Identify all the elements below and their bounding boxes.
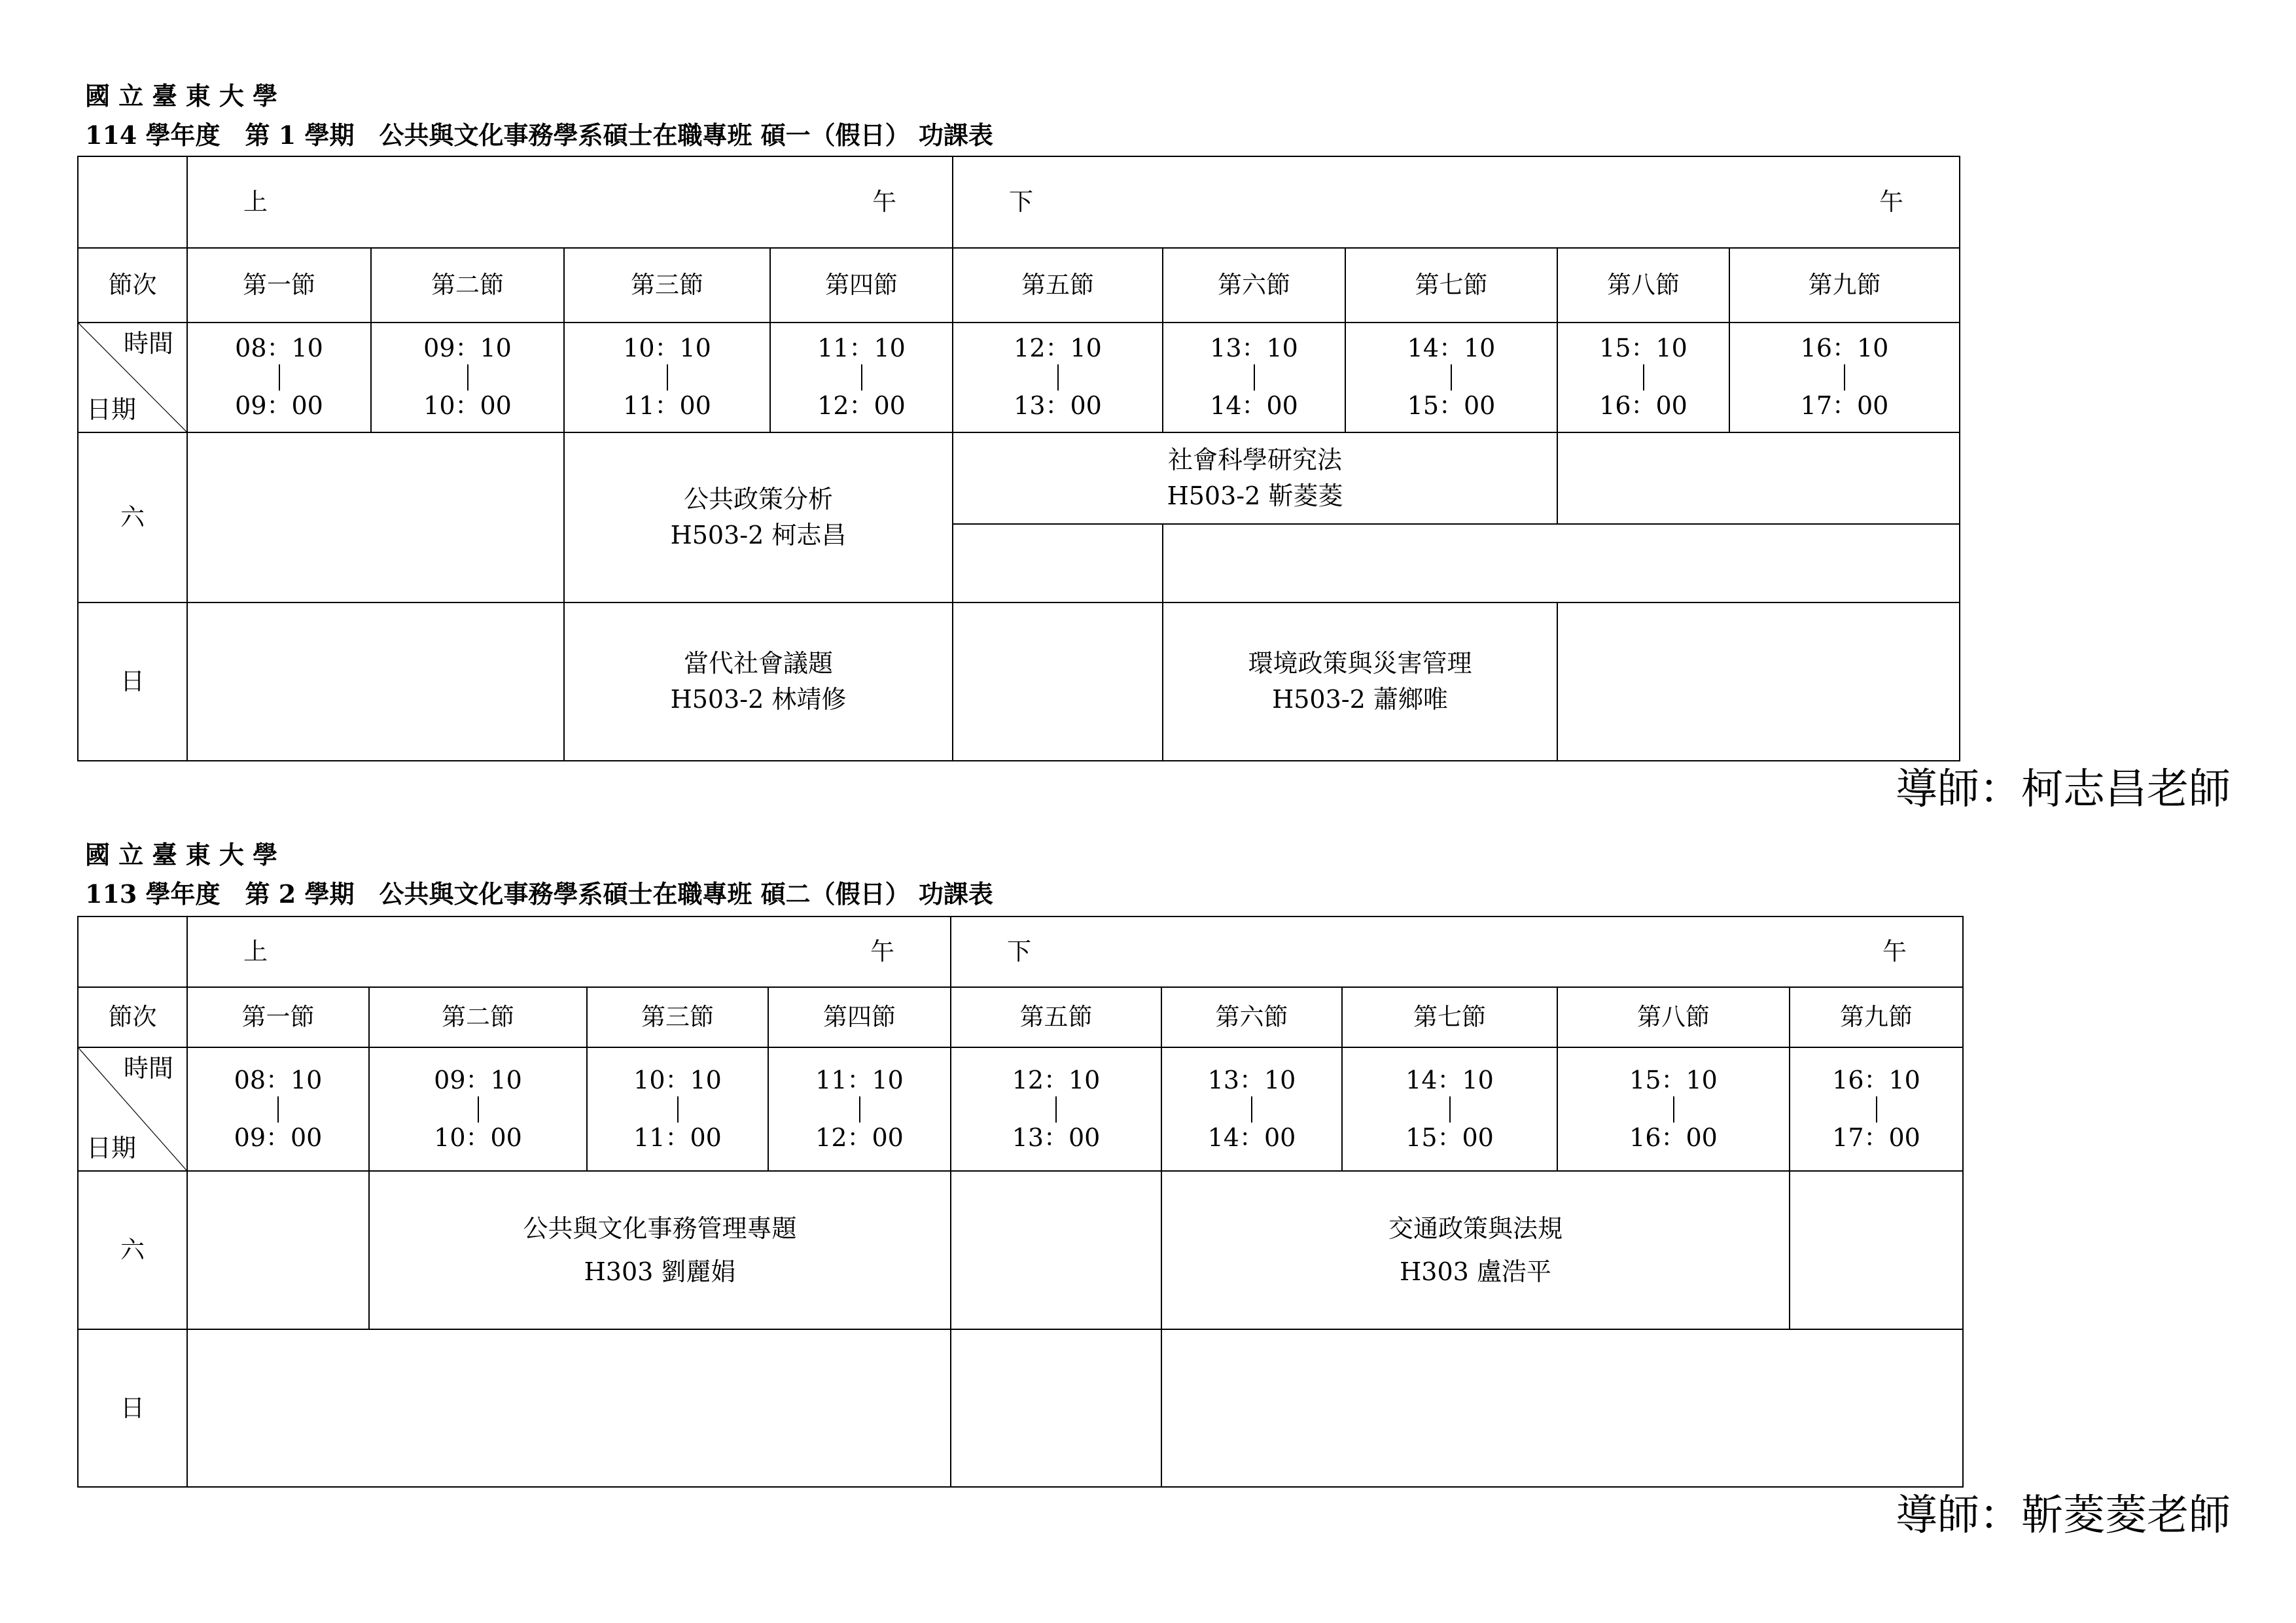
time-separator (478, 1096, 479, 1123)
time-label: 時間 (123, 329, 173, 358)
time-start: 14：10 (1405, 1065, 1494, 1094)
course-name: 公共與文化事務管理專題 (523, 1213, 797, 1243)
day-sunday: 日 (78, 1329, 187, 1487)
day-saturday: 六 (78, 432, 187, 602)
time-end: 13：00 (1012, 1123, 1101, 1152)
empty-cell (187, 1171, 369, 1329)
time-separator (667, 364, 668, 391)
time-separator (1055, 1096, 1057, 1123)
time-slot-2 (369, 1047, 587, 1171)
empty-cell (951, 1329, 1161, 1487)
period-8: 第八節 (1557, 987, 1790, 1047)
time-separator (1057, 364, 1059, 391)
time-start: 11：10 (815, 1065, 904, 1094)
course-name: 環境政策與災害管理 (1248, 648, 1472, 678)
time-separator (1673, 1096, 1674, 1123)
course-room-teacher: H503-2 柯志昌 (670, 521, 847, 550)
afternoon-header (953, 156, 1960, 248)
period-5: 第五節 (953, 248, 1163, 323)
time-slot-3 (587, 1047, 768, 1171)
time-end: 16：00 (1599, 391, 1687, 420)
corner-cell (78, 916, 187, 987)
course-room-teacher: H503-2 靳菱菱 (1167, 481, 1343, 510)
time-separator (467, 364, 468, 391)
time-slot-7 (1342, 1047, 1557, 1171)
time-start: 09：10 (434, 1065, 522, 1094)
day-sunday: 日 (78, 602, 187, 761)
time-slot-4 (768, 1047, 951, 1171)
date-label: 日期 (86, 394, 137, 424)
time-slot-4 (770, 323, 953, 432)
time-start: 13：10 (1207, 1065, 1296, 1094)
morning-label: 上 (243, 937, 268, 966)
time-separator (1876, 1096, 1877, 1123)
morning-noon-label: 午 (872, 188, 896, 217)
time-start: 08：10 (234, 1065, 323, 1094)
course-room-teacher: H503-2 林靖修 (670, 685, 847, 714)
period-3: 第三節 (587, 987, 768, 1047)
period-2: 第二節 (369, 987, 587, 1047)
timetable-title-2: 113 學年度 第 2 學期 公共與文化事務學系碩士在職專班 碩二（假日） 功課表 (85, 879, 993, 909)
period-9: 第九節 (1729, 248, 1960, 323)
tutor-label-1: 導師：柯志昌老師 (1896, 765, 2231, 814)
time-separator (1451, 364, 1452, 391)
period-1: 第一節 (187, 987, 369, 1047)
time-slot-6 (1163, 323, 1345, 432)
empty-cell (1557, 602, 1960, 761)
time-start: 10：10 (623, 334, 711, 363)
time-separator (861, 364, 862, 391)
time-slot-3 (564, 323, 770, 432)
course-room-teacher: H303 劉麗娟 (584, 1257, 736, 1286)
time-slot-8 (1557, 1047, 1790, 1171)
period-4: 第四節 (768, 987, 951, 1047)
time-end: 12：00 (817, 391, 906, 420)
time-end: 15：00 (1407, 391, 1496, 420)
time-slot-6 (1161, 1047, 1342, 1171)
time-separator (277, 1096, 279, 1123)
period-9: 第九節 (1790, 987, 1963, 1047)
morning-header (187, 916, 951, 987)
time-end: 14：00 (1210, 391, 1298, 420)
time-separator (859, 1096, 860, 1123)
time-end: 10：00 (423, 391, 512, 420)
course-name: 交通政策與法規 (1388, 1213, 1563, 1243)
time-end: 16：00 (1629, 1123, 1718, 1152)
time-slot-5 (953, 323, 1163, 432)
time-separator (1254, 364, 1255, 391)
period-7: 第七節 (1345, 248, 1557, 323)
time-separator (677, 1096, 679, 1123)
afternoon-header (951, 916, 1963, 987)
time-end: 11：00 (623, 391, 711, 420)
time-end: 17：00 (1800, 391, 1889, 420)
course-room-teacher: H503-2 蕭鄉唯 (1272, 685, 1448, 714)
period-6: 第六節 (1161, 987, 1342, 1047)
time-end: 09：00 (234, 1123, 323, 1152)
period-header: 節次 (78, 987, 187, 1047)
time-end: 10：00 (434, 1123, 522, 1152)
time-separator (1251, 1096, 1252, 1123)
time-start: 08：10 (235, 334, 323, 363)
time-end: 14：00 (1207, 1123, 1296, 1152)
time-start: 10：10 (633, 1065, 722, 1094)
morning-header (187, 156, 953, 248)
time-label: 時間 (123, 1054, 173, 1083)
time-slot-8 (1557, 323, 1729, 432)
university-name-2: 國 立 臺 東 大 學 (85, 840, 278, 869)
course-room-teacher: H303 盧浩平 (1400, 1257, 1551, 1286)
empty-cell (1557, 432, 1960, 524)
morning-noon-label: 午 (870, 937, 894, 966)
time-separator (1643, 364, 1644, 391)
period-8: 第八節 (1557, 248, 1729, 323)
period-3: 第三節 (564, 248, 770, 323)
time-start: 09：10 (423, 334, 512, 363)
empty-cell (1161, 1329, 1963, 1487)
period-5: 第五節 (951, 987, 1161, 1047)
period-6: 第六節 (1163, 248, 1345, 323)
empty-cell (187, 1329, 951, 1487)
tutor-label-2: 導師：靳菱菱老師 (1896, 1492, 2231, 1540)
time-start: 11：10 (817, 334, 906, 363)
time-start: 16：10 (1800, 334, 1889, 363)
empty-cell (951, 1171, 1161, 1329)
afternoon-label: 下 (1009, 188, 1033, 217)
time-end: 17：00 (1832, 1123, 1920, 1152)
corner-cell (78, 156, 187, 248)
period-7: 第七節 (1342, 987, 1557, 1047)
period-1: 第一節 (187, 248, 371, 323)
course-name: 當代社會議題 (683, 648, 833, 678)
time-slot-5 (951, 1047, 1161, 1171)
time-end: 15：00 (1405, 1123, 1494, 1152)
time-start: 15：10 (1629, 1065, 1718, 1094)
course-cell (953, 432, 1557, 524)
course-cell (1161, 1171, 1790, 1329)
course-cell (369, 1171, 951, 1329)
time-slot-9 (1729, 323, 1960, 432)
empty-cell (187, 432, 564, 602)
time-end: 09：00 (235, 391, 323, 420)
timetable-2 (77, 916, 1964, 1488)
time-start: 15：10 (1599, 334, 1687, 363)
timetable-title-1: 114 學年度 第 1 學期 公共與文化事務學系碩士在職專班 碩一（假日） 功課表 (85, 120, 993, 150)
empty-cell (953, 602, 1163, 761)
course-cell (1163, 602, 1557, 761)
course-cell (564, 432, 953, 602)
time-start: 16：10 (1832, 1065, 1920, 1094)
time-start: 12：10 (1014, 334, 1102, 363)
afternoon-noon-label: 午 (1882, 937, 1907, 966)
university-name-1: 國 立 臺 東 大 學 (85, 81, 278, 111)
time-date-corner (78, 1047, 187, 1171)
empty-cell (953, 524, 1163, 602)
empty-cell (187, 602, 564, 761)
period-2: 第二節 (371, 248, 564, 323)
course-cell (564, 602, 953, 761)
course-name: 公共政策分析 (683, 484, 833, 514)
time-slot-1 (187, 323, 371, 432)
period-4: 第四節 (770, 248, 953, 323)
afternoon-label: 下 (1007, 937, 1031, 966)
time-end: 11：00 (633, 1123, 722, 1152)
time-slot-7 (1345, 323, 1557, 432)
time-start: 12：10 (1012, 1065, 1101, 1094)
course-name: 社會科學研究法 (1167, 445, 1342, 474)
time-end: 13：00 (1014, 391, 1102, 420)
time-separator (1449, 1096, 1451, 1123)
morning-label: 上 (243, 188, 268, 217)
date-label: 日期 (86, 1133, 137, 1162)
afternoon-noon-label: 午 (1879, 188, 1904, 217)
day-saturday: 六 (78, 1171, 187, 1329)
timetable-1 (77, 156, 1960, 761)
time-date-corner (78, 323, 187, 432)
empty-cell (1163, 524, 1960, 602)
time-slot-2 (371, 323, 564, 432)
time-slot-9 (1790, 1047, 1963, 1171)
empty-cell (1790, 1171, 1963, 1329)
time-slot-1 (187, 1047, 369, 1171)
time-separator (279, 364, 280, 391)
time-separator (1844, 364, 1845, 391)
time-start: 14：10 (1407, 334, 1496, 363)
time-start: 13：10 (1210, 334, 1298, 363)
time-end: 12：00 (815, 1123, 904, 1152)
period-header: 節次 (78, 248, 187, 323)
